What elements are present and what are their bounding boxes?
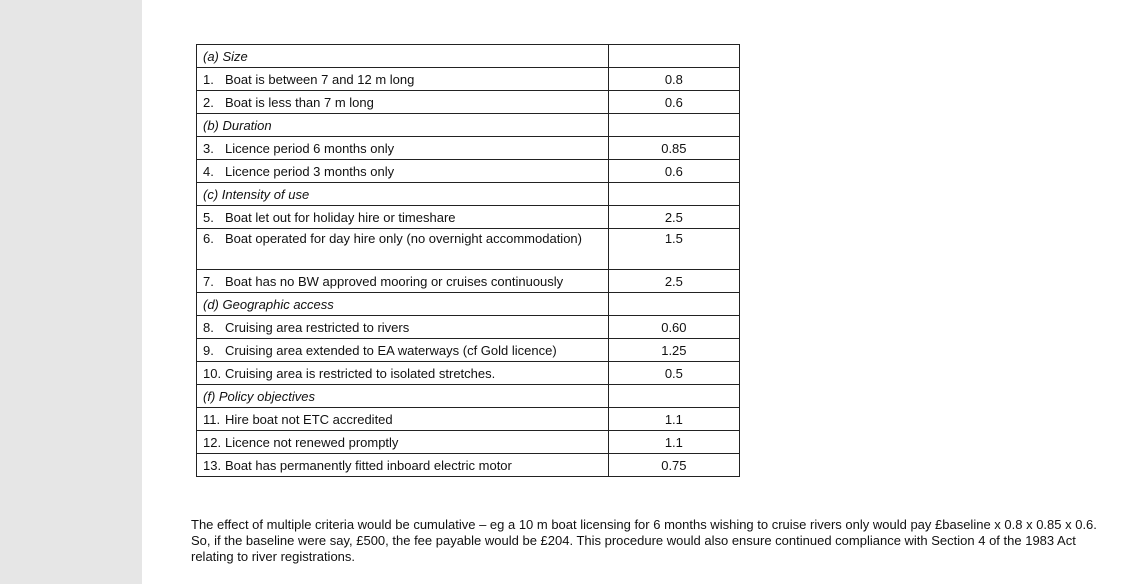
criterion-cell [197,206,609,229]
criterion-cell [197,68,609,91]
criterion-label: Licence period 6 months only [225,140,395,156]
criterion-number: 13. [203,457,222,473]
multiplier-cell: 1.1 [608,408,739,431]
criterion-number: 10. [203,365,222,381]
multiplier-cell: 1.5 [608,229,739,270]
criterion-cell [197,183,609,206]
criterion-label: Boat has no BW approved mooring or cruises continuously [225,273,564,289]
criterion-cell [197,431,609,454]
table-row [197,270,740,293]
criterion-cell [197,385,609,408]
criterion-number: 6. [203,231,214,246]
document-page [142,0,1141,584]
multiplier-cell: 0.85 [608,137,739,160]
section-header-row [197,45,740,68]
section-header-row [197,293,740,316]
table-row [197,91,740,114]
multiplier-cell: 2.5 [608,206,739,229]
criterion-cell [197,229,609,270]
criterion-number: 9. [203,342,214,358]
criterion-number: 7. [203,273,214,289]
multiplier-cell: 0.60 [608,316,739,339]
multiplier-cell: 1.25 [608,339,739,362]
multiplier-cell [608,114,739,137]
licence-criteria-table [196,44,740,477]
criterion-number: 8. [203,319,214,335]
cumulative-effect-paragraph: The effect of multiple criteria would be cumulative – eg a 10 m boat licensing for 6 months wishing to cruise rivers only would pay £baseline x 0.8 x 0.85 x 0.6. So, if the baseline were say, £500, the fee payable would be £204. This procedure would also ensure continued compliance with Section 4 of the 1983 Act relating to river registrations. [191,517,1097,564]
section-label: (c) Intensity of use [203,186,310,202]
criterion-cell [197,339,609,362]
criterion-label: Boat has permanently fitted inboard electric motor [225,457,512,473]
table-row [197,316,740,339]
section-header-row [197,183,740,206]
criterion-number: 12. [203,434,222,450]
multiplier-cell [608,45,739,68]
criterion-cell [197,160,609,183]
multiplier-cell [608,293,739,316]
multiplier-cell [608,385,739,408]
table-row [197,137,740,160]
criterion-cell [197,114,609,137]
table-row [197,206,740,229]
section-header-row [197,114,740,137]
table-row [197,160,740,183]
criterion-label: Licence not renewed promptly [225,434,399,450]
criterion-cell [197,362,609,385]
multiplier-cell: 1.1 [608,431,739,454]
criterion-label: Licence period 3 months only [225,163,395,179]
criterion-number: 4. [203,163,214,179]
criterion-label: Boat let out for holiday hire or timeshare [225,209,456,225]
criterion-label: Cruising area restricted to rivers [225,319,410,335]
criterion-number: 5. [203,209,214,225]
criterion-label: Boat operated for day hire only (no overnight accommodation) [225,231,582,246]
table-row [197,408,740,431]
section-header-row [197,385,740,408]
criterion-cell [197,137,609,160]
criterion-label: Cruising area is restricted to isolated stretches. [225,365,496,381]
criterion-label: Boat is less than 7 m long [225,94,374,110]
multiplier-cell: 0.6 [608,91,739,114]
criterion-cell [197,270,609,293]
table-row [197,454,740,477]
table-row [197,339,740,362]
criterion-cell [197,408,609,431]
criterion-number: 2. [203,94,214,110]
section-label: (b) Duration [203,117,272,133]
criterion-cell [197,293,609,316]
criterion-label: Cruising area extended to EA waterways (cf Gold licence) [225,342,557,358]
section-label: (a) Size [203,48,248,64]
table-row [197,68,740,91]
multiplier-cell [608,183,739,206]
section-label: (d) Geographic access [203,296,334,312]
criterion-number: 11. [203,411,221,427]
criterion-cell [197,45,609,68]
table-row [197,431,740,454]
multiplier-cell: 0.75 [608,454,739,477]
criterion-label: Hire boat not ETC accredited [225,411,393,427]
multiplier-cell: 0.6 [608,160,739,183]
criterion-cell [197,316,609,339]
table-row [197,229,740,270]
criterion-label: Boat is between 7 and 12 m long [225,71,415,87]
multiplier-cell: 0.5 [608,362,739,385]
criterion-number: 1. [203,71,214,87]
criterion-cell [197,91,609,114]
criterion-cell [197,454,609,477]
multiplier-cell: 0.8 [608,68,739,91]
table-row [197,362,740,385]
multiplier-cell: 2.5 [608,270,739,293]
criterion-number: 3. [203,140,214,156]
section-label: (f) Policy objectives [203,388,315,404]
